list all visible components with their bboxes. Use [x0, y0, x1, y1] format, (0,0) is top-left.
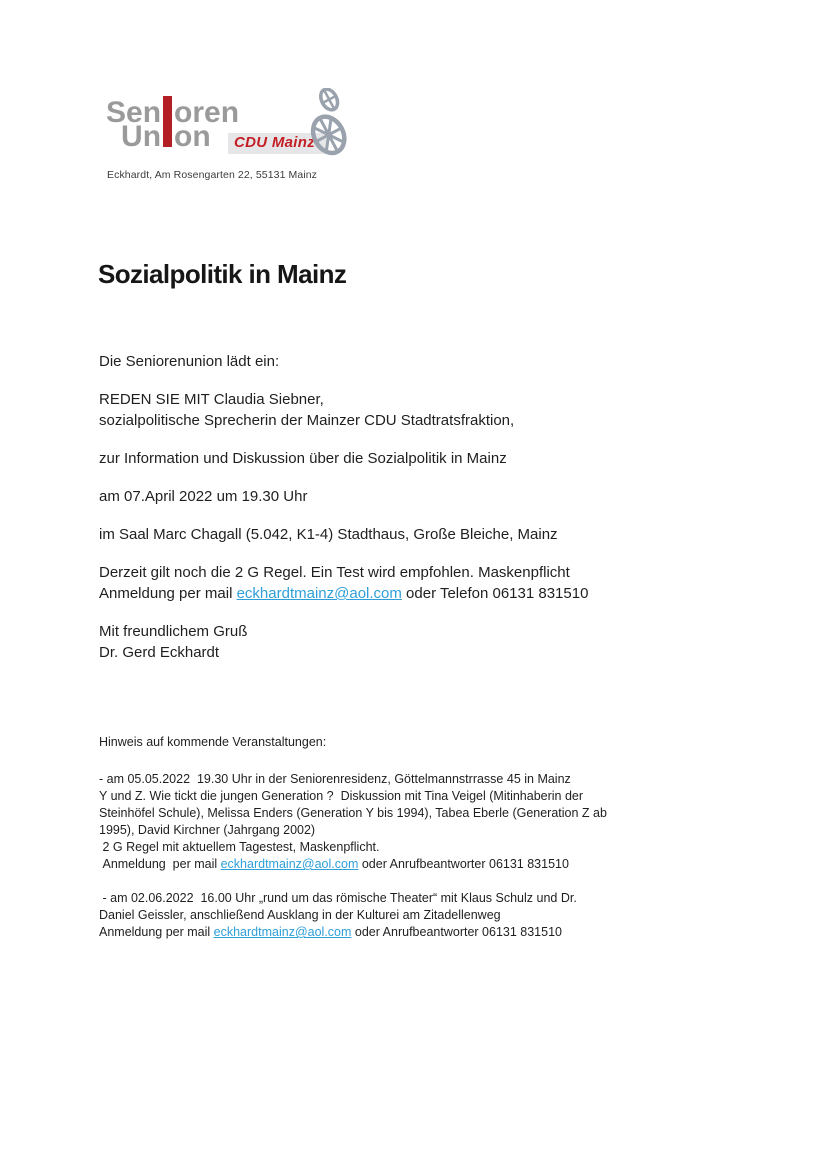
events-section	[99, 734, 739, 958]
events-heading-line: Hinweis auf kommende Veranstaltungen:	[99, 735, 327, 749]
speaker-line-2: sozialpolitische Sprecherin der Mainzer CDU Stadtratsfraktion,	[99, 412, 515, 429]
events-heading	[99, 734, 739, 751]
letter-body	[99, 351, 719, 680]
event-1-line-5: 2 G Regel mit aktuellem Tagestest, Maskenpflicht.	[99, 840, 380, 854]
registration-prefix: Anmeldung per mail	[99, 585, 237, 602]
logo-word1-left: Sen	[106, 96, 162, 129]
event-1-registration-suffix: oder Anrufbeantworter 06131 831510	[358, 857, 569, 871]
event-1-registration-line	[99, 856, 739, 873]
event-2-registration-suffix: oder Anrufbeantworter 06131 831510	[351, 925, 562, 939]
location-line: im Saal Marc Chagall (5.042, K1-4) Stadthaus, Große Bleiche, Mainz	[99, 526, 558, 543]
location-paragraph	[99, 524, 719, 545]
event-1	[99, 771, 739, 873]
purpose-line: zur Information und Diskussion über die Sozialpolitik in Mainz	[99, 450, 507, 467]
rules-paragraph	[99, 562, 719, 604]
closing-greeting: Mit freundlichem Gruß	[99, 623, 248, 640]
closing-paragraph	[99, 621, 719, 663]
email-link[interactable]: eckhardtmainz@aol.com	[236, 585, 402, 602]
seniorenunion-wordmark	[106, 93, 240, 153]
event-2-email-link[interactable]: eckhardtmainz@aol.com	[213, 925, 352, 939]
logo-red-i-bar	[163, 96, 172, 147]
registration-suffix: oder Telefon 06131 831510	[401, 585, 589, 602]
seniorenunion-logo	[106, 93, 366, 165]
cdu-mainz-label: CDU Mainz	[228, 133, 327, 154]
page-title: Sozialpolitik in Mainz	[98, 259, 347, 289]
event-2	[99, 890, 739, 941]
event-1-line-3: Steinhöfel Schule), Melissa Enders (Generation Y bis 1994), Tabea Eberle (Generation Z ab	[99, 806, 607, 820]
closing-signature: Dr. Gerd Eckhardt	[99, 644, 220, 661]
logo-word2-left: Un	[121, 120, 162, 153]
event-1-registration-prefix: Anmeldung per mail	[99, 857, 221, 871]
event-1-line-1: - am 05.05.2022 19.30 Uhr in der Seniorenresidenz, Göttelmannstrrasse 45 in Mainz	[99, 772, 571, 786]
speaker-paragraph	[99, 389, 719, 431]
event-2-registration-prefix: Anmeldung per mail	[99, 925, 214, 939]
registration-line	[99, 583, 719, 604]
event-1-line-4: 1995), David Kirchner (Jahrgang 2002)	[99, 823, 316, 837]
mainz-wheel-icon	[303, 88, 353, 167]
intro-paragraph	[99, 351, 719, 372]
logo-word2-right: on	[174, 120, 211, 153]
intro-line: Die Seniorenunion lädt ein:	[99, 353, 280, 370]
datetime-paragraph	[99, 486, 719, 507]
event-1-line-2: Y und Z. Wie tickt die jungen Generation ? Diskussion mit Tina Veigel (Mitinhaberin der	[99, 789, 584, 803]
event-2-line-2: Daniel Geissler, anschließend Ausklang in der Kulturei am Zitadellenweg	[99, 908, 501, 922]
speaker-line-1: REDEN SIE MIT Claudia Siebner,	[99, 391, 324, 408]
event-2-registration-line	[99, 924, 739, 941]
logo-word1-right: oren	[174, 96, 240, 129]
purpose-paragraph	[99, 448, 719, 469]
datetime-line: am 07.April 2022 um 19.30 Uhr	[99, 488, 308, 505]
event-1-email-link[interactable]: eckhardtmainz@aol.com	[220, 857, 359, 871]
rules-line: Derzeit gilt noch die 2 G Regel. Ein Test wird empfohlen. Maskenpflicht	[99, 564, 570, 581]
sender-address-line: Eckhardt, Am Rosengarten 22, 55131 Mainz	[107, 169, 318, 181]
event-2-line-1: - am 02.06.2022 16.00 Uhr „rund um das römische Theater“ mit Klaus Schulz und Dr.	[99, 891, 577, 905]
